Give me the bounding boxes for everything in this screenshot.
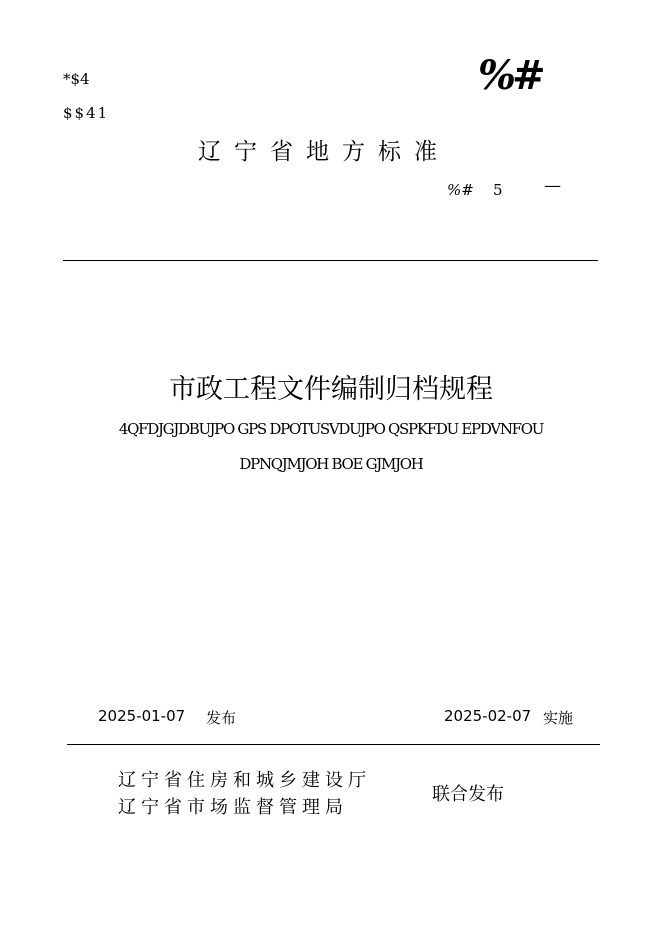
standard-number: 5 [493,181,503,199]
issue-date: 2025-01-07 [98,707,186,725]
document-title: 市政工程文件编制归档规程 [169,374,493,405]
bottom-divider [67,744,600,745]
implementation-label: 实施 [543,709,574,727]
issuer-line-2: 辽宁省市场监督管理局 [118,797,348,818]
english-title-line-1: 4QFDJGJDBUJPO GPS DPOTUSVDUJPO QSPKFDU EPDVNFOU [118,420,544,438]
joint-issue-label: 联合发布 [432,784,504,805]
top-divider [63,260,598,261]
ccs-code: $$41 [63,104,110,122]
ics-code: *$4 [63,70,90,88]
standard-number-prefix: %# [447,181,474,199]
standard-category-title: 辽宁省地方标准 [198,139,450,165]
standard-number-dash: — [544,176,561,196]
issuer-line-1: 辽宁省住房和城乡建设厅 [118,770,371,791]
english-title-line-2: DPNQJMJOH BOE GJMJOH [239,455,423,473]
implementation-date: 2025-02-07 [444,707,532,725]
issue-label: 发布 [206,709,237,727]
db-logo-mark: %# [478,52,542,99]
